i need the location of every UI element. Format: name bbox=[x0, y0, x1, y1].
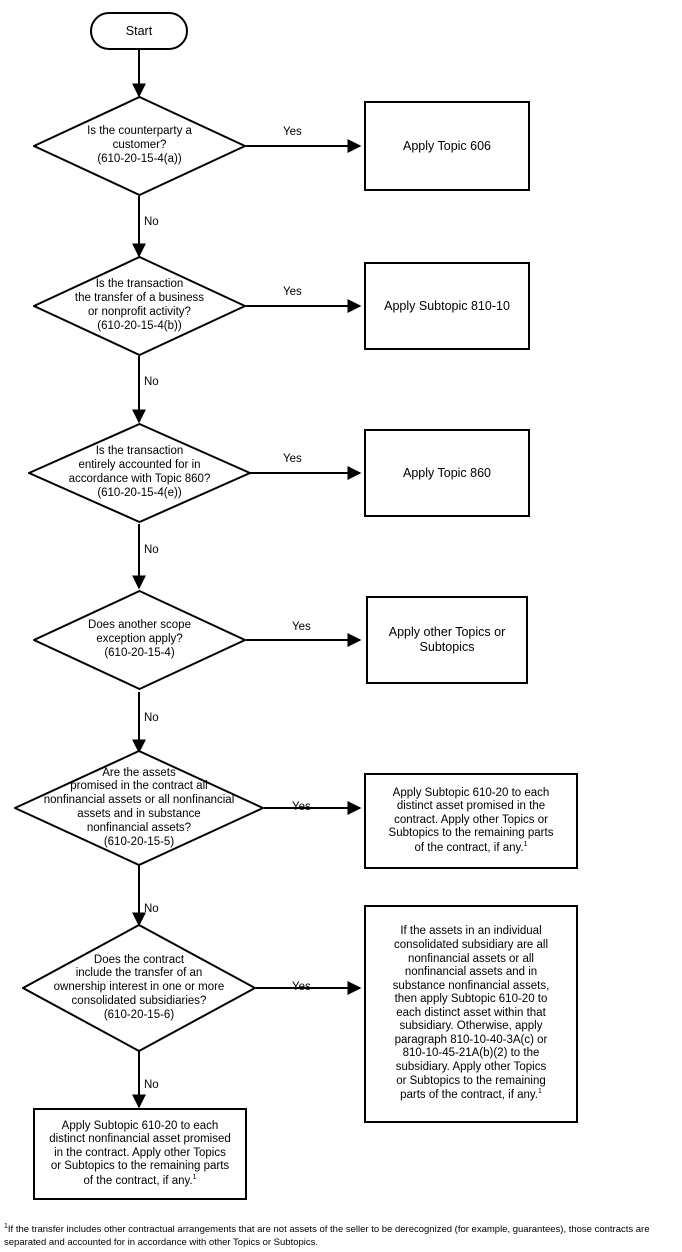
decision-line: nonfinancial assets? bbox=[86, 821, 192, 834]
decision-line: or nonprofit activity? bbox=[88, 306, 191, 318]
decision-counterparty-text bbox=[33, 96, 246, 196]
decision-line: Is the transaction bbox=[95, 278, 184, 291]
outcome-line: Apply Subtopic 610-20 to each bbox=[392, 786, 550, 799]
decision-ownership-interest-text bbox=[22, 924, 256, 1052]
outcome-line: Apply Subtopic 810-10 bbox=[384, 298, 510, 313]
outcome-apply-other-topics bbox=[366, 596, 528, 684]
decision-line: (610-20-15-6) bbox=[103, 1008, 175, 1021]
decision-line: Is the counterparty a bbox=[87, 125, 192, 138]
outcome-line: Subtopics bbox=[419, 640, 475, 654]
decision-all-nonfinancial bbox=[14, 750, 264, 866]
outcome-line: subsidiary. Apply other Topics bbox=[395, 1061, 547, 1074]
outcome-line: of the contract, if any. bbox=[83, 1174, 193, 1187]
outcome-line: Apply Subtopic 610-20 to each bbox=[61, 1119, 219, 1132]
footnote-marker: 1 bbox=[523, 840, 528, 848]
decision-line: nonfinancial assets or all nonfinancial bbox=[43, 794, 235, 807]
edge-label-yes: Yes bbox=[283, 286, 302, 298]
edge-label-yes: Yes bbox=[283, 453, 302, 465]
footnote-marker: 1 bbox=[192, 1173, 197, 1181]
outcome-line: nonfinancial assets or all bbox=[408, 952, 534, 965]
footnote-marker: 1 bbox=[4, 1223, 8, 1230]
decision-line: (610-20-15-4(a)) bbox=[97, 152, 182, 165]
outcome-line: in the contract. Apply other Topics bbox=[54, 1146, 226, 1159]
decision-line: the transfer of a business bbox=[74, 292, 205, 305]
edge-label-no: No bbox=[144, 544, 159, 556]
footnote-marker: 1 bbox=[537, 1088, 542, 1096]
edge-label-no: No bbox=[144, 1079, 159, 1091]
outcome-line: distinct nonfinancial asset promised bbox=[49, 1133, 231, 1146]
start-node bbox=[90, 12, 188, 50]
footnote bbox=[4, 1222, 678, 1250]
decision-all-nonfinancial-text bbox=[14, 750, 264, 866]
decision-line: (610-20-15-4) bbox=[104, 646, 175, 659]
decision-business-transfer-text bbox=[33, 256, 246, 356]
footnote-line-2: separated and accounted for in accordance with other Topics or Subtopics. bbox=[4, 1236, 319, 1248]
decision-line: Are the assets bbox=[102, 766, 176, 779]
outcome-line: or Subtopics to the remaining bbox=[396, 1074, 546, 1087]
outcome-line: 810-10-45-21A(b)(2) to the bbox=[402, 1047, 540, 1060]
outcome-line: then apply Subtopic 610-20 to bbox=[394, 993, 548, 1006]
outcome-line: parts of the contract, if any. bbox=[400, 1089, 538, 1101]
outcome-line: nonfinancial assets and in bbox=[404, 966, 538, 979]
start-label: Start bbox=[125, 23, 153, 38]
edge-label-yes: Yes bbox=[283, 126, 302, 138]
decision-topic-860-text bbox=[28, 423, 251, 523]
edge-label-yes: Yes bbox=[292, 621, 311, 633]
outcome-line: contract. Apply other Topics or bbox=[394, 813, 548, 826]
decision-ownership-interest bbox=[22, 924, 256, 1052]
decision-topic-860 bbox=[28, 423, 251, 523]
decision-other-scope-exception bbox=[33, 590, 246, 690]
outcome-final bbox=[33, 1108, 247, 1200]
decision-line: customer? bbox=[112, 139, 167, 152]
edge-label-no: No bbox=[144, 903, 159, 915]
outcome-line: Apply Topic 860 bbox=[402, 465, 492, 480]
outcome-line: consolidated subsidiary are all bbox=[393, 938, 549, 951]
outcome-line: paragraph 810-10-40-3A(c) or bbox=[394, 1033, 548, 1046]
footnote-line-1: If the transfer includes other contractual arrangements that are not assets of the seller to be derecognized (for example, guarantees), those contracts are bbox=[7, 1224, 650, 1236]
edge-label-no: No bbox=[144, 216, 159, 228]
decision-line: (610-20-15-4(b)) bbox=[97, 319, 182, 332]
edge-label-yes: Yes bbox=[292, 981, 311, 993]
outcome-apply-topic-860 bbox=[364, 429, 530, 517]
edge-label-no: No bbox=[144, 712, 159, 724]
outcome-apply-topic-606 bbox=[364, 101, 530, 191]
decision-line: assets and in substance bbox=[77, 808, 201, 820]
decision-line: Is the transaction bbox=[95, 445, 184, 458]
outcome-apply-610-20-each-distinct-asset bbox=[364, 773, 578, 869]
outcome-line: substance nonfinancial assets, bbox=[392, 979, 550, 992]
decision-business-transfer bbox=[33, 256, 246, 356]
outcome-line: Apply Topic 606 bbox=[402, 138, 492, 153]
outcome-consolidated-subsidiary bbox=[364, 905, 578, 1123]
edge-label-yes: Yes bbox=[292, 801, 311, 813]
decision-other-scope-exception-text bbox=[33, 590, 246, 690]
outcome-line: Subtopics to the remaining parts bbox=[388, 827, 554, 840]
outcome-line: each distinct asset within that bbox=[396, 1006, 546, 1019]
decision-line: Does another scope bbox=[88, 619, 191, 632]
decision-line: promised in the contract all bbox=[70, 780, 208, 793]
decision-line: (610-20-15-4(e)) bbox=[97, 486, 182, 499]
decision-line: accordance with Topic 860? bbox=[68, 473, 211, 485]
outcome-line: Apply other Topics or bbox=[388, 625, 506, 640]
outcome-apply-subtopic-810-10 bbox=[364, 262, 530, 350]
decision-line: consolidated subsidiaries? bbox=[71, 994, 207, 1007]
decision-counterparty bbox=[33, 96, 246, 196]
outcome-line: distinct asset promised in the bbox=[396, 800, 546, 813]
edge-label-no: No bbox=[144, 376, 159, 388]
outcome-line: or Subtopics to the remaining parts bbox=[50, 1160, 230, 1173]
decision-line: (610-20-15-5) bbox=[103, 835, 175, 848]
decision-line: entirely accounted for in bbox=[78, 459, 201, 472]
outcome-line: If the assets in an individual bbox=[400, 925, 542, 938]
outcome-line: subsidiary. Otherwise, apply bbox=[399, 1020, 543, 1033]
decision-line: include the transfer of an bbox=[75, 967, 203, 980]
decision-line: ownership interest in one or more bbox=[53, 981, 225, 994]
decision-line: exception apply? bbox=[96, 633, 183, 646]
outcome-line: of the contract, if any. bbox=[414, 841, 524, 854]
decision-line: Does the contract bbox=[93, 953, 185, 966]
